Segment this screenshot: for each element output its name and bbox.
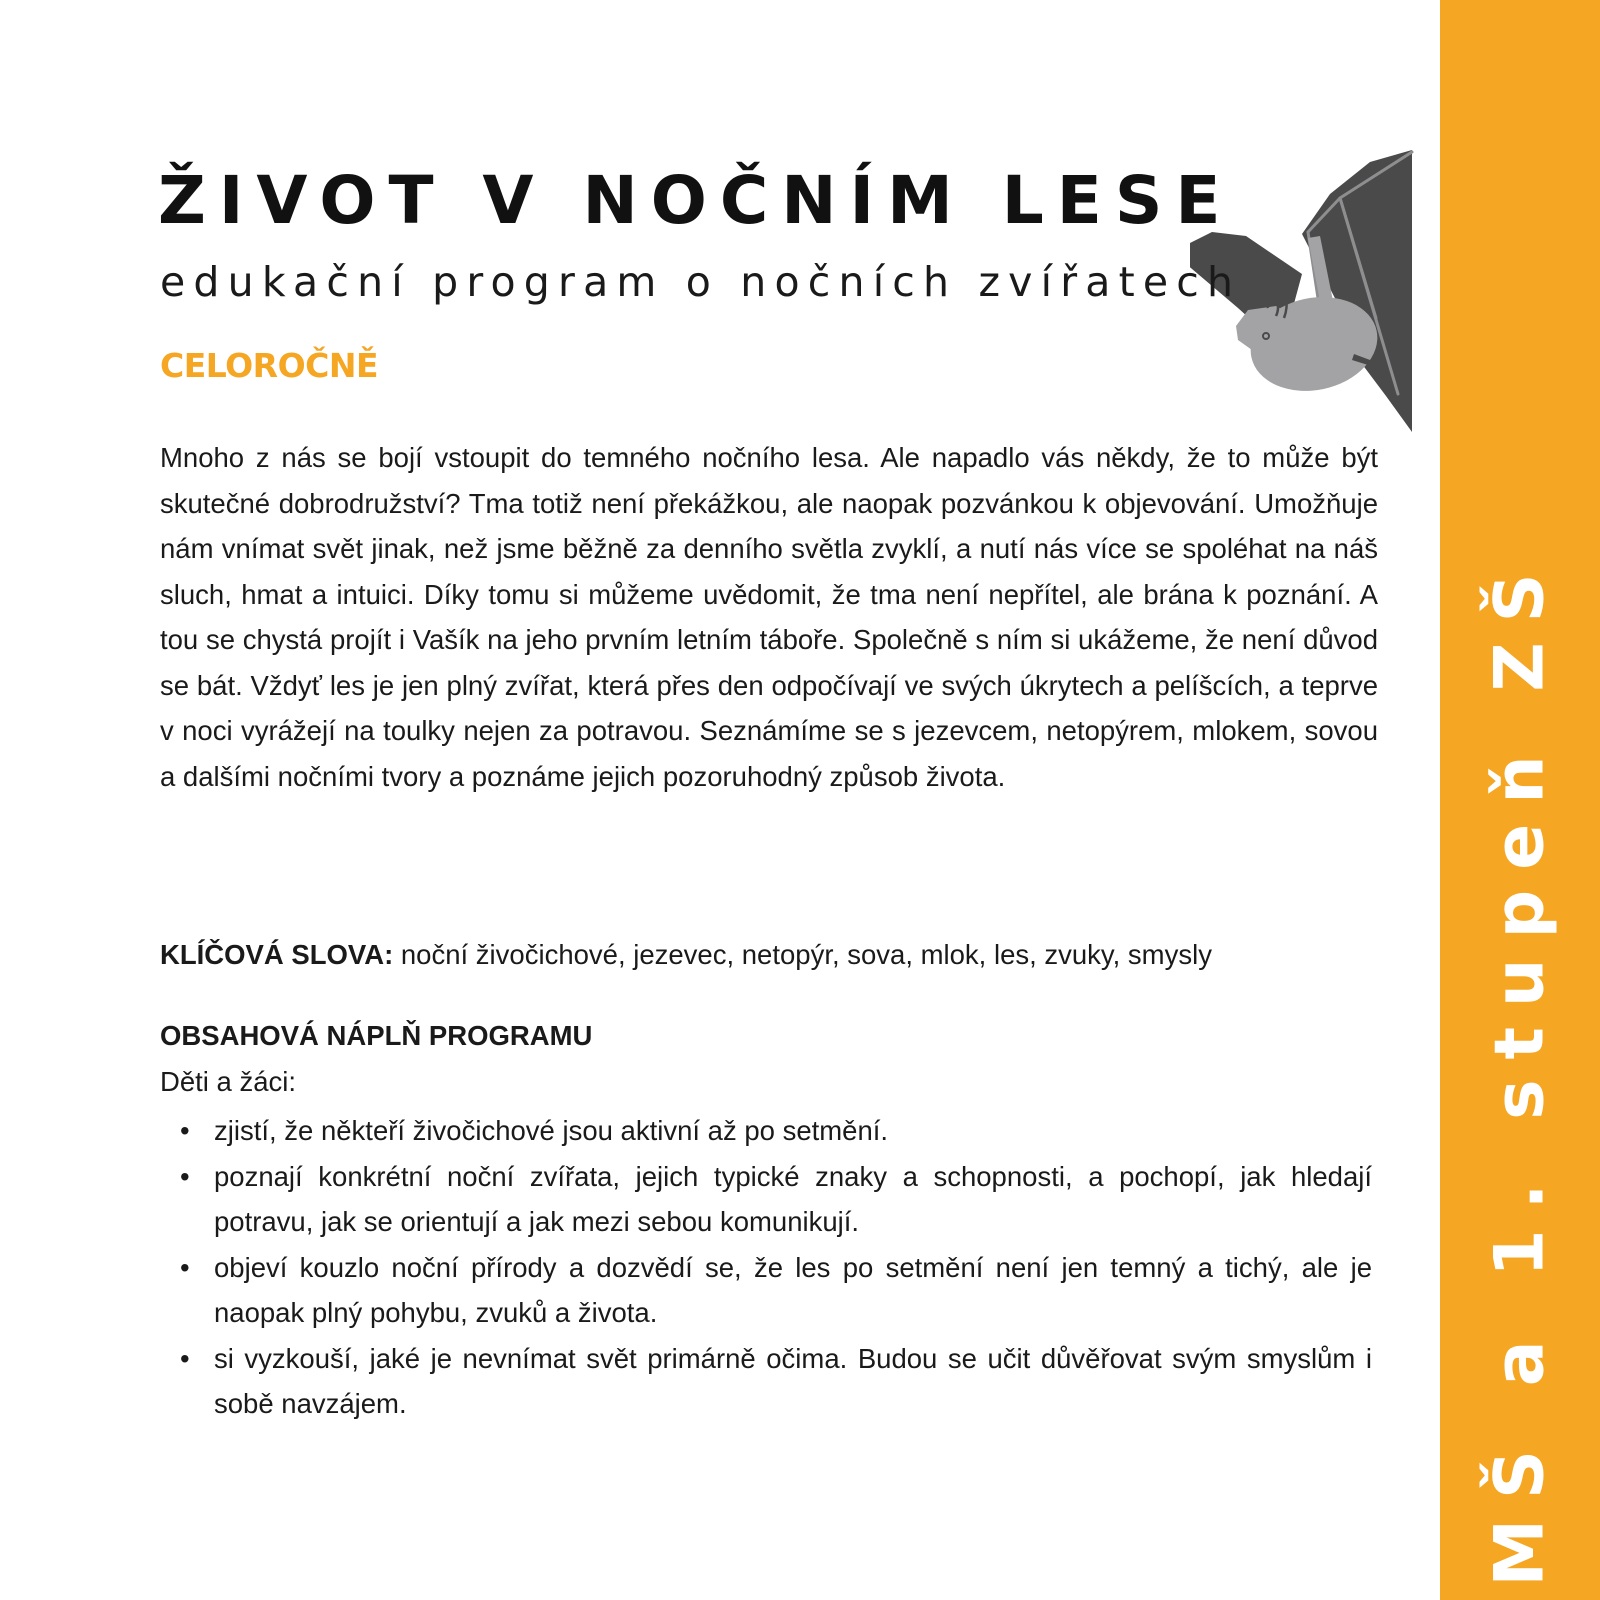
audience-label: MŠ a 1. stupeň ZŠ xyxy=(1480,553,1560,1587)
list-item-text: si vyzkouší, jaké je nevnímat svět primárně očima. Budou se učit důvěřovat svým smyslům i sobě navzájem. xyxy=(214,1342,1372,1419)
list-item-text: objeví kouzlo noční přírody a dozvědí se, že les po setmění není jen temný a tichý, ale je naopak plný pohybu, zvuků a života. xyxy=(214,1251,1372,1328)
page-title: ŽIVOT V NOČNÍM LESE xyxy=(158,162,1234,239)
list-item-text: poznají konkrétní noční zvířata, jejich typické znaky a schopnosti, a pochopí, jak hledají potravu, jak se orientují a jak mezi sebou komunikují. xyxy=(214,1160,1372,1237)
content-heading: OBSAHOVÁ NÁPLŇ PROGRAMU xyxy=(160,1020,593,1051)
goals-list xyxy=(160,1108,1372,1427)
content-lead: Děti a žáci: xyxy=(160,1066,297,1097)
season-label: CELOROČNĚ xyxy=(160,346,379,385)
keywords-text: noční živočichové, jezevec, netopýr, sova, mlok, les, zvuky, smysly xyxy=(393,939,1212,970)
page-subtitle: edukační program o nočních zvířatech xyxy=(160,258,1242,306)
bullet-icon: • xyxy=(180,1251,190,1283)
keywords-line xyxy=(160,935,1212,975)
bullet-icon: • xyxy=(180,1115,190,1146)
bullet-icon: • xyxy=(180,1160,190,1192)
bullet-icon: • xyxy=(180,1342,190,1374)
list-item xyxy=(160,1108,1372,1154)
list-item xyxy=(160,1336,1372,1427)
intro-paragraph: Mnoho z nás se bojí vstoupit do temného nočního lesa. Ale napadlo vás někdy, že to může být skutečné dobrodružství? Tma totiž není překážkou, ale naopak pozvánkou k objevování. Umožňuje nám vnímat svět jinak, než jsme běžně za denního světla zvyklí, a nutí nás více se spoléhat na náš sluch, hmat a intuici. Díky tomu si můžeme uvědomit, že tma není nepřítel, ale brána k poznání. A tou se chystá projít i Vašík na jeho prvním letním táboře. Společně s ním si ukážeme, že není důvod se bát. Vždyť les je jen plný zvířat, která přes den odpočívají ve svých úkrytech a pelíšcích, a teprve v noci vyrážejí na toulky nejen za potravou. Seznámíme se s jezevcem, netopýrem, mlokem, sovou a dalšími nočními tvory a poznáme jejich pozoruhodný způsob života. xyxy=(160,442,1378,792)
list-item xyxy=(160,1154,1372,1245)
list-item-text: zjistí, že někteří živočichové jsou aktivní až po setmění. xyxy=(214,1115,889,1146)
list-item xyxy=(160,1245,1372,1336)
keywords-label: KLÍČOVÁ SLOVA: xyxy=(160,939,394,970)
